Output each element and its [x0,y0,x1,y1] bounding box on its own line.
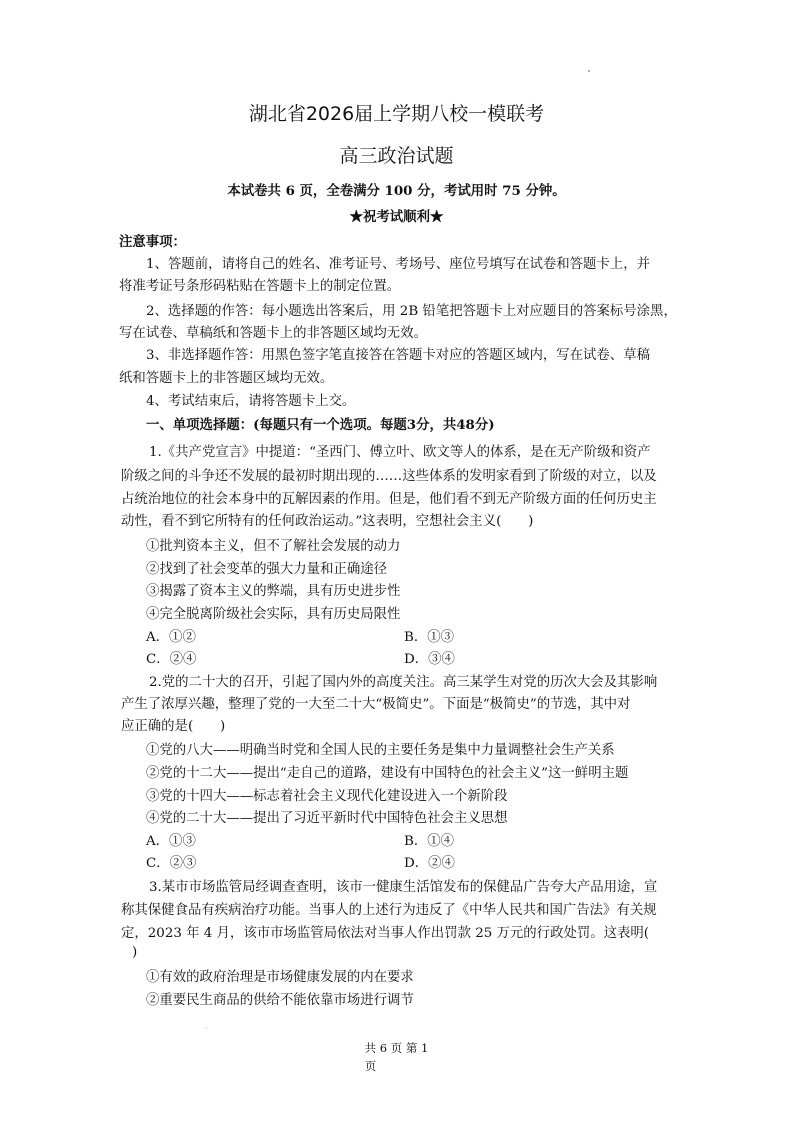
q2-choice-b: B．①④ [404,834,455,849]
q3-stem-2: 称其保健食品有疾病治疗功能。当事人的上述行为违反了《中华人民共和国广告法》有关规 [121,903,657,918]
q2-choice-d: D．②④ [404,856,455,871]
note-2b: 写在试卷、草稿纸和答题卡上的非答题区域均无效。 [119,326,427,341]
scan-speck [588,70,590,72]
q2-statement-2: ②党的十二大——提出“走自己的道路，建设有中国特色的社会主义”这一鲜明主题 [146,766,629,781]
note-2a: 2、选择题的作答：每小题选出答案后，用 2B 铅笔把答题卡上对应题目的答案标号涂黑， [146,304,677,319]
q3-statement-2: ②重要民生商品的供给不能依靠市场进行调节 [146,993,414,1008]
q1-stem-4: 动性，看不到它所特有的任何政治运动。”这表明，空想社会主义( ) [121,514,534,529]
section-heading: 一、单项选择题：(每题只有一个选项。每题3分，共48分) [146,417,495,433]
q1-choice-d: D．③④ [404,652,455,667]
q2-stem-1: 2.党的二十大的召开，引起了国内外的高度关注。高三某学生对党的历次大会及其影响 [149,675,658,690]
q2-choice-a: A．①③ [146,834,196,849]
q1-statement-3: ③揭露了资本主义的弊端，具有历史进步性 [146,584,401,599]
q1-statement-2: ②找到了社会变革的强大力量和正确途径 [146,562,388,577]
note-4: 4、考试结束后，请将答题卡上交。 [146,394,356,409]
note-1b: 将准考证号条形码粘贴在答题卡上的制定位置。 [119,279,401,294]
q3-statement-1: ①有效的政府治理是市场健康发展的内在要求 [146,970,414,985]
q1-choice-c: C．②④ [146,652,197,667]
q2-choice-c: C．②③ [146,856,197,871]
q1-choice-b: B．①③ [404,630,455,645]
q1-statement-1: ①批判资本主义，但不了解社会发展的动力 [146,539,401,554]
q2-statement-4: ④党的二十大——提出了习近平新时代中国特色社会主义思想 [146,811,508,826]
q1-statement-4: ④完全脱离阶级社会实际，具有历史局限性 [146,607,401,622]
q1-stem-1: 1.《共产党宣言》中提道：“圣西门、傅立叶、欧文等人的体系，是在无产阶级和资产 [149,445,651,460]
note-1a: 1、答题前，请将自己的姓名、准考证号、考场号、座位号填写在试卷和答题卡上，并 [146,257,650,272]
note-3a: 3、非选择题作答：用黑色签字笔直接答在答题卡对应的答题区域内，写在试卷、草稿 [146,348,650,363]
q3-stem-1: 3.某市市场监管局经调查查明，该市一健康生活馆发布的保健品广告夸大产品用途，宣 [149,880,658,895]
q2-stem-2: 产生了浓厚兴趣，整理了党的一大至二十大“极简史”。下面是“极简史”的节选，其中对 [121,697,631,712]
q2-stem-3: 应正确的是( ) [121,719,226,734]
q2-statement-1: ①党的八大——明确当时党和全国人民的主要任务是集中力量调整社会生产关系 [146,743,615,758]
q3-stem-4: ) [132,945,138,960]
note-3b: 纸和答题卡上的非答题区域均无效。 [119,371,334,386]
q1-choice-a: A．①② [146,630,196,645]
q2-statement-3: ③党的十四大——标志着社会主义现代化建设进入一个新阶段 [146,789,508,804]
q1-stem-3: 占统治地位的社会本身中的瓦解因素的作用。但是，他们看不到无产阶级方面的任何历史主 [121,492,657,507]
exam-title: 湖北省2026届上学期八校一模联考 [248,103,545,125]
exam-subject: 高三政治试题 [339,145,454,167]
scan-speck-2 [206,1028,207,1029]
exam-info: 本试卷共 6 页，全卷满分 100 分，考试用时 75 分钟。 [227,183,566,199]
notes-heading: 注意事项： [119,234,186,250]
page-footer-line1: 共 6 页 第 1 [364,1041,429,1055]
exam-blessing: ★祝考试顺利★ [349,209,444,225]
q3-stem-3: 定，2023 年 4 月，该市市场监管局依法对当事人作出罚款 25 万元的行政处罚。这表明( [121,926,650,941]
page-footer-line2: 页 [364,1059,377,1073]
q1-stem-2: 阶级之间的斗争还不发展的最初时期出现的……这些体系的发明家看到了阶级的对立，以及 [121,469,657,484]
